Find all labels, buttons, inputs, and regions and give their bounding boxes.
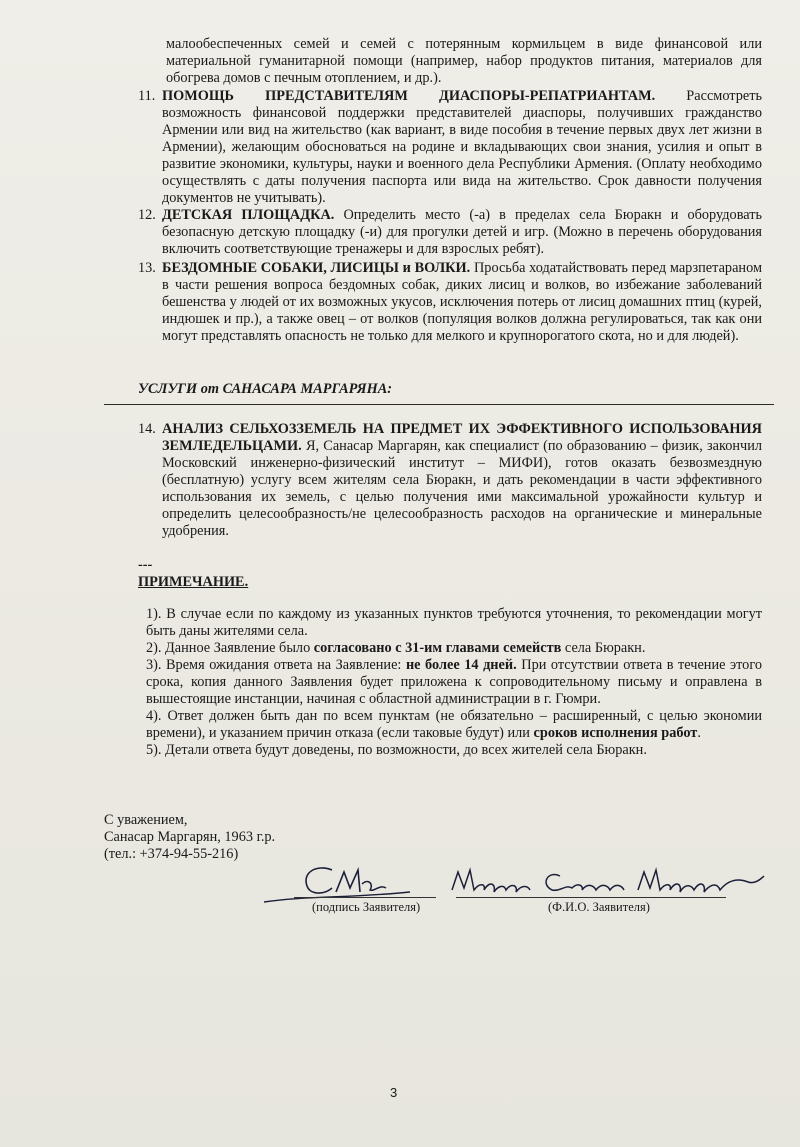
name-caption: (Ф.И.О. Заявителя) xyxy=(548,900,650,914)
item-text: Я, Санасар Маргарян, как специалист (по образованию – физик, закончил Московский инженерно-физический институт – МИФИ), готов оказать безвозмездную (бесплатную) услугу всем жителям села Бюракн, и дать рекомендации в части эффективного использования их земель, с целью получения ими максимальной урожайности культур и определить целесообразность/не целесообразность расходов на органические и минеральные удобрения. xyxy=(162,438,762,539)
item-number: 14. xyxy=(138,421,156,437)
section-heading: УСЛУГИ от САНАСАРА МАРГАРЯНА: xyxy=(138,381,393,397)
section-divider xyxy=(104,404,774,405)
item-text: Рассмотреть возможность финансовой поддержки представителей диаспоры, получивших гражданство Армении или вид на жительство (как вариант, в виде пособия в течение первых двух лет жизни в Армении), желающим обосноваться на родине и вкладывающих свои знания, усилия и опыт в развитие экономики, культуры, науки и военного дела Республики Армения. (Оплату необходимо осуществлять с даты получения паспорта или вида на жительство. Срок давности получения документов не учитывать). xyxy=(162,88,762,206)
list-item-14 xyxy=(138,421,762,540)
top-continuation-text: малообеспеченных семей и семей с потерянным кормильцем в виде финансовой или материальной гуманитарной помощи (например, набор продуктов питания, материалов для обогрева домов с печным отоплением, и др.). xyxy=(166,36,762,86)
note-2: 2). Данное Заявление было согласовано с 31-им главами семейств села Бюракн. xyxy=(146,640,646,656)
item-text: Просьба ходатайствовать перед марзпетараном в части решения вопроса бездомных собак, диких лисиц и волков, во избежание заболеваний бешенства у людей от их возможных укусов, исключения потерь от лисиц домашних птиц (курей, индюшек и пр.), а также овец – от волков (популяция волков должна регулироваться, так как они могут представлять опасность не только для мелкого и крупнорогатого скота, но и для людей). xyxy=(162,260,762,344)
author-phone: (тел.: +374-94-55-216) xyxy=(104,846,239,862)
item-heading: ДЕТСКАЯ ПЛОЩАДКА. xyxy=(162,207,335,223)
separator: --- xyxy=(138,557,153,573)
item-heading: ПОМОЩЬ ПРЕДСТАВИТЕЛЯМ ДИАСПОРЫ-РЕПАТРИАНТАМ. xyxy=(162,88,656,104)
regards-text: С уважением, xyxy=(104,812,188,828)
signature-line xyxy=(294,897,436,898)
note-5: 5). Детали ответа будут доведены, по возможности, до всех жителей села Бюракн. xyxy=(146,742,647,758)
item-text: Определить место (-а) в пределах села Бюракн и оборудовать безопасную детскую площадку (-и) для прогулки детей и игр. (Можно в перечень оборудования включить соответствующие тренажеры и для взрослых ребят). xyxy=(162,207,762,257)
list-item-13 xyxy=(138,260,762,345)
list-item-11 xyxy=(138,88,762,207)
item-number: 12. xyxy=(138,207,156,223)
item-number: 11. xyxy=(138,88,156,104)
name-line xyxy=(456,897,726,898)
item-number: 13. xyxy=(138,260,156,276)
note-1: 1). В случае если по каждому из указанных пунктов требуются уточнения, то рекомендации могут быть даны жителями села. xyxy=(146,606,762,639)
page-number: 3 xyxy=(390,1085,398,1100)
handwritten-name xyxy=(448,862,768,902)
notes-list xyxy=(146,606,762,759)
list-item-12 xyxy=(138,207,762,258)
note-3: 3). Время ожидания ответа на Заявление: не более 14 дней. При отсутствии ответа в течение этого срока, копия данного Заявления будет приложена к сопроводительному письму и оправлена в вышестоящие инстанции, начиная с областной администрации в г. Гюмри. xyxy=(146,657,762,707)
signature-caption: (подпись Заявителя) xyxy=(312,900,421,914)
closing-block xyxy=(104,812,275,863)
note-4: 4). Ответ должен быть дан по всем пунктам (не обязательно – расширенный, с целью экономии времени), и указанием причин отказа (если таковые будут) или сроков исполнения работ. xyxy=(146,708,762,741)
note-heading: ПРИМЕЧАНИЕ. xyxy=(138,574,249,590)
item-heading: БЕЗДОМНЫЕ СОБАКИ, ЛИСИЦЫ и ВОЛКИ. xyxy=(162,260,471,276)
item-heading: АНАЛИЗ СЕЛЬХОЗЗЕМЕЛЬ НА ПРЕДМЕТ ИХ ЭФФЕКТИВНОГО ИСПОЛЬЗОВАНИЯ ЗЕМЛЕДЕЛЬЦАМИ. xyxy=(162,421,762,454)
author-name: Санасар Маргарян, 1963 г.р. xyxy=(104,829,276,845)
